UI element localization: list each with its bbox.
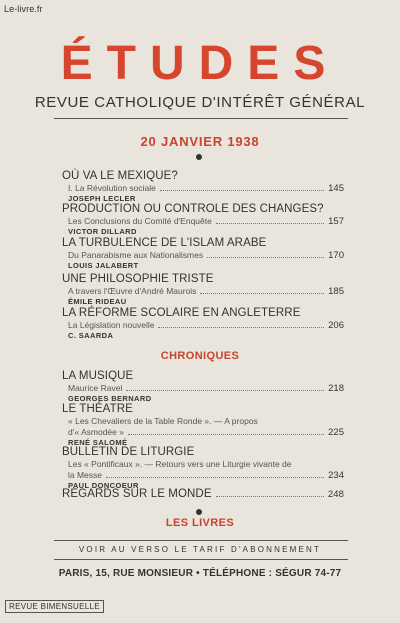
- article-entry[interactable]: [62, 273, 344, 306]
- dot-leader: [216, 489, 324, 497]
- article-author: LOUIS JALABERT: [68, 261, 139, 270]
- page-number: 185: [328, 286, 344, 297]
- chronique-author: PAUL DONCOEUR: [68, 481, 139, 490]
- article-author: JOSEPH LECLER: [68, 194, 136, 203]
- divider: [54, 540, 348, 541]
- article-title: PRODUCTION OU CONTROLE DES CHANGES?: [62, 203, 324, 215]
- article-entry[interactable]: [62, 170, 344, 203]
- publisher-address: PARIS, 15, RUE MONSIEUR • TÉLÉPHONE : SÉGUR 74-77: [58, 568, 342, 579]
- divider: [54, 118, 348, 119]
- dot-leader: [216, 217, 324, 224]
- page-number: 170: [328, 250, 344, 261]
- article-author: VICTOR DILLARD: [68, 227, 137, 236]
- article-subtitle: Les Conclusions du Comité d'Enquête: [68, 216, 212, 226]
- chronique-author: GEORGES BERNARD: [68, 394, 152, 403]
- page-number: 206: [328, 320, 344, 331]
- chronique-subtitle: « Les Chevaliers de la Table Ronde ». — A propos: [68, 416, 258, 426]
- dot-leader: [160, 184, 324, 191]
- masthead-title: ÉTUDES: [60, 37, 340, 90]
- chronique-title: LA MUSIQUE: [62, 370, 134, 382]
- bullet-ornament: [196, 154, 202, 160]
- article-entry[interactable]: [62, 307, 344, 340]
- chronique-subtitle: Les « Pontificaux ». — Retours vers une Liturgie vivante de: [68, 459, 292, 469]
- chronique-title: LE THÉATRE: [62, 403, 133, 415]
- chronique-entry[interactable]: [62, 370, 344, 403]
- watermark-label: Le-livre.fr: [4, 4, 43, 14]
- chronique-entry[interactable]: [62, 403, 344, 447]
- issue-date: 20 JANVIER 1938: [140, 134, 260, 149]
- article-subtitle: Du Panarabisme aux Nationalismes: [68, 250, 204, 260]
- dot-leader: [158, 321, 324, 328]
- subscription-note: VOIR AU VERSO LE TARIF D'ABONNEMENT: [78, 545, 322, 554]
- article-author: C. SAARDA: [68, 331, 114, 340]
- chronique-subtitle: Maurice Ravel: [68, 383, 123, 393]
- chronique-author: RENÉ SALOMÉ: [68, 438, 128, 447]
- dot-leader: [200, 287, 324, 294]
- regards-title: REGARDS SUR LE MONDE: [62, 488, 212, 500]
- masthead-subtitle: REVUE CATHOLIQUE D'INTÉRÊT GÉNÉRAL: [34, 94, 366, 111]
- page-number: 157: [328, 216, 344, 227]
- frequency-label: REVUE BIMENSUELLE: [5, 600, 104, 613]
- section-heading-chroniques: CHRONIQUES: [160, 350, 240, 362]
- chronique-title: BULLETIN DE LITURGIE: [62, 446, 195, 458]
- dot-leader: [207, 251, 324, 258]
- article-title: UNE PHILOSOPHIE TRISTE: [62, 273, 214, 285]
- chronique-entry[interactable]: [62, 446, 344, 490]
- bullet-ornament: [196, 509, 202, 515]
- article-title: LA RÉFORME SCOLAIRE EN ANGLETERRE: [62, 307, 301, 319]
- page-number: 218: [328, 383, 344, 394]
- article-entry[interactable]: [62, 203, 344, 236]
- article-title: OÙ VA LE MEXIQUE?: [62, 170, 178, 182]
- chronique-subtitle-cont: la Messe: [68, 470, 103, 480]
- page-number: 248: [327, 489, 344, 500]
- section-heading-livres: LES LIVRES: [165, 517, 235, 529]
- article-entry[interactable]: [62, 237, 344, 270]
- page-number: 145: [328, 183, 344, 194]
- article-subtitle: La Législation nouvelle: [68, 320, 155, 330]
- dot-leader: [128, 428, 324, 435]
- page-number: 234: [328, 470, 344, 481]
- dot-leader: [106, 471, 324, 478]
- article-subtitle: A travers l'Œuvre d'André Maurois: [68, 286, 197, 296]
- article-author: ÉMILE RIDEAU: [68, 297, 127, 306]
- article-title: LA TURBULENCE DE L'ISLAM ARABE: [62, 237, 267, 249]
- chronique-subtitle-cont: d'« Asmodée »: [68, 427, 124, 437]
- divider: [54, 559, 348, 560]
- page-number: 225: [328, 427, 344, 438]
- regards-entry[interactable]: [62, 488, 344, 501]
- dot-leader: [126, 384, 324, 391]
- article-subtitle: I. La Révolution sociale: [68, 183, 156, 193]
